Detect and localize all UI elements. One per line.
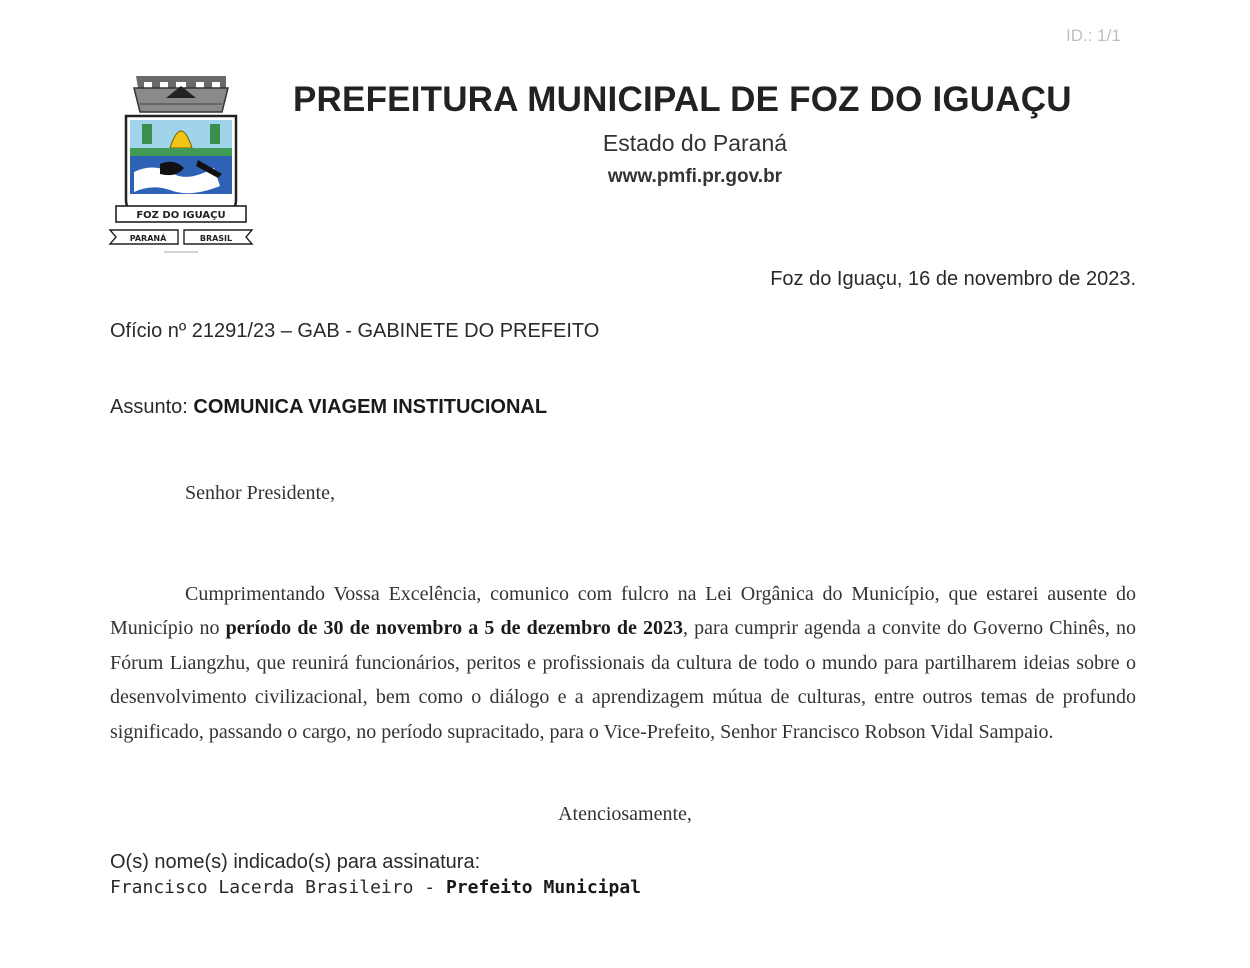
salutation: Senhor Presidente,	[185, 482, 335, 504]
subject-text: COMUNICA VIAGEM INSTITUCIONAL	[193, 396, 548, 418]
page-id: ID.: 1/1	[1066, 26, 1121, 45]
signer-role: Prefeito Municipal	[445, 877, 642, 898]
oficio-number: Ofício nº 21291/23 – GAB - GABINETE DO PREFEITO	[110, 320, 600, 342]
signature-label: O(s) nome(s) indicado(s) para assinatura:	[110, 851, 481, 873]
body-period: período de 30 de novembro a 5 de dezembro de 2023	[225, 617, 684, 640]
body-part-1: Cumprimentando Vossa Excelência, comunico com fulcro na Lei Orgânica do Município, que estarei ausente do Município no	[110, 583, 1136, 640]
header-title: PREFEITURA MUNICIPAL DE FOZ DO IGUAÇU	[293, 80, 1072, 119]
header-website: www.pmfi.pr.gov.br	[607, 166, 783, 187]
crest-banner-text: FOZ DO IGUAÇU	[136, 210, 226, 221]
closing: Atenciosamente,	[558, 803, 692, 825]
header-state: Estado do Paraná	[602, 130, 788, 156]
body-part-2: , para cumprir agenda a convite do Governo Chinês, no Fórum Liangzhu, que reunirá funcionários, peritos e profissionais da cultura de todo o mundo para partilharem ideias sobre o desenvolvimento civilizacional, bem como o diálogo e a aprendizagem mútua de culturas, entre outros temas de profundo significado, passando o cargo, no período supracitado, para o Vice-Prefeito, Senhor Francisco Robson Vidal Sampaio.	[110, 617, 1136, 743]
crest-left-ribbon: PARANÁ	[129, 234, 167, 243]
signature-line	[110, 877, 641, 898]
signer-name: Francisco Lacerda Brasileiro -	[110, 877, 446, 898]
crest-right-ribbon: BRASIL	[199, 234, 233, 243]
subject-line	[110, 396, 547, 419]
letter-date: Foz do Iguaçu, 16 de novembro de 2023.	[770, 268, 1136, 290]
subject-label: Assunto:	[110, 396, 194, 418]
municipal-coat-of-arms-icon	[106, 72, 256, 258]
letter-body	[110, 577, 1136, 749]
